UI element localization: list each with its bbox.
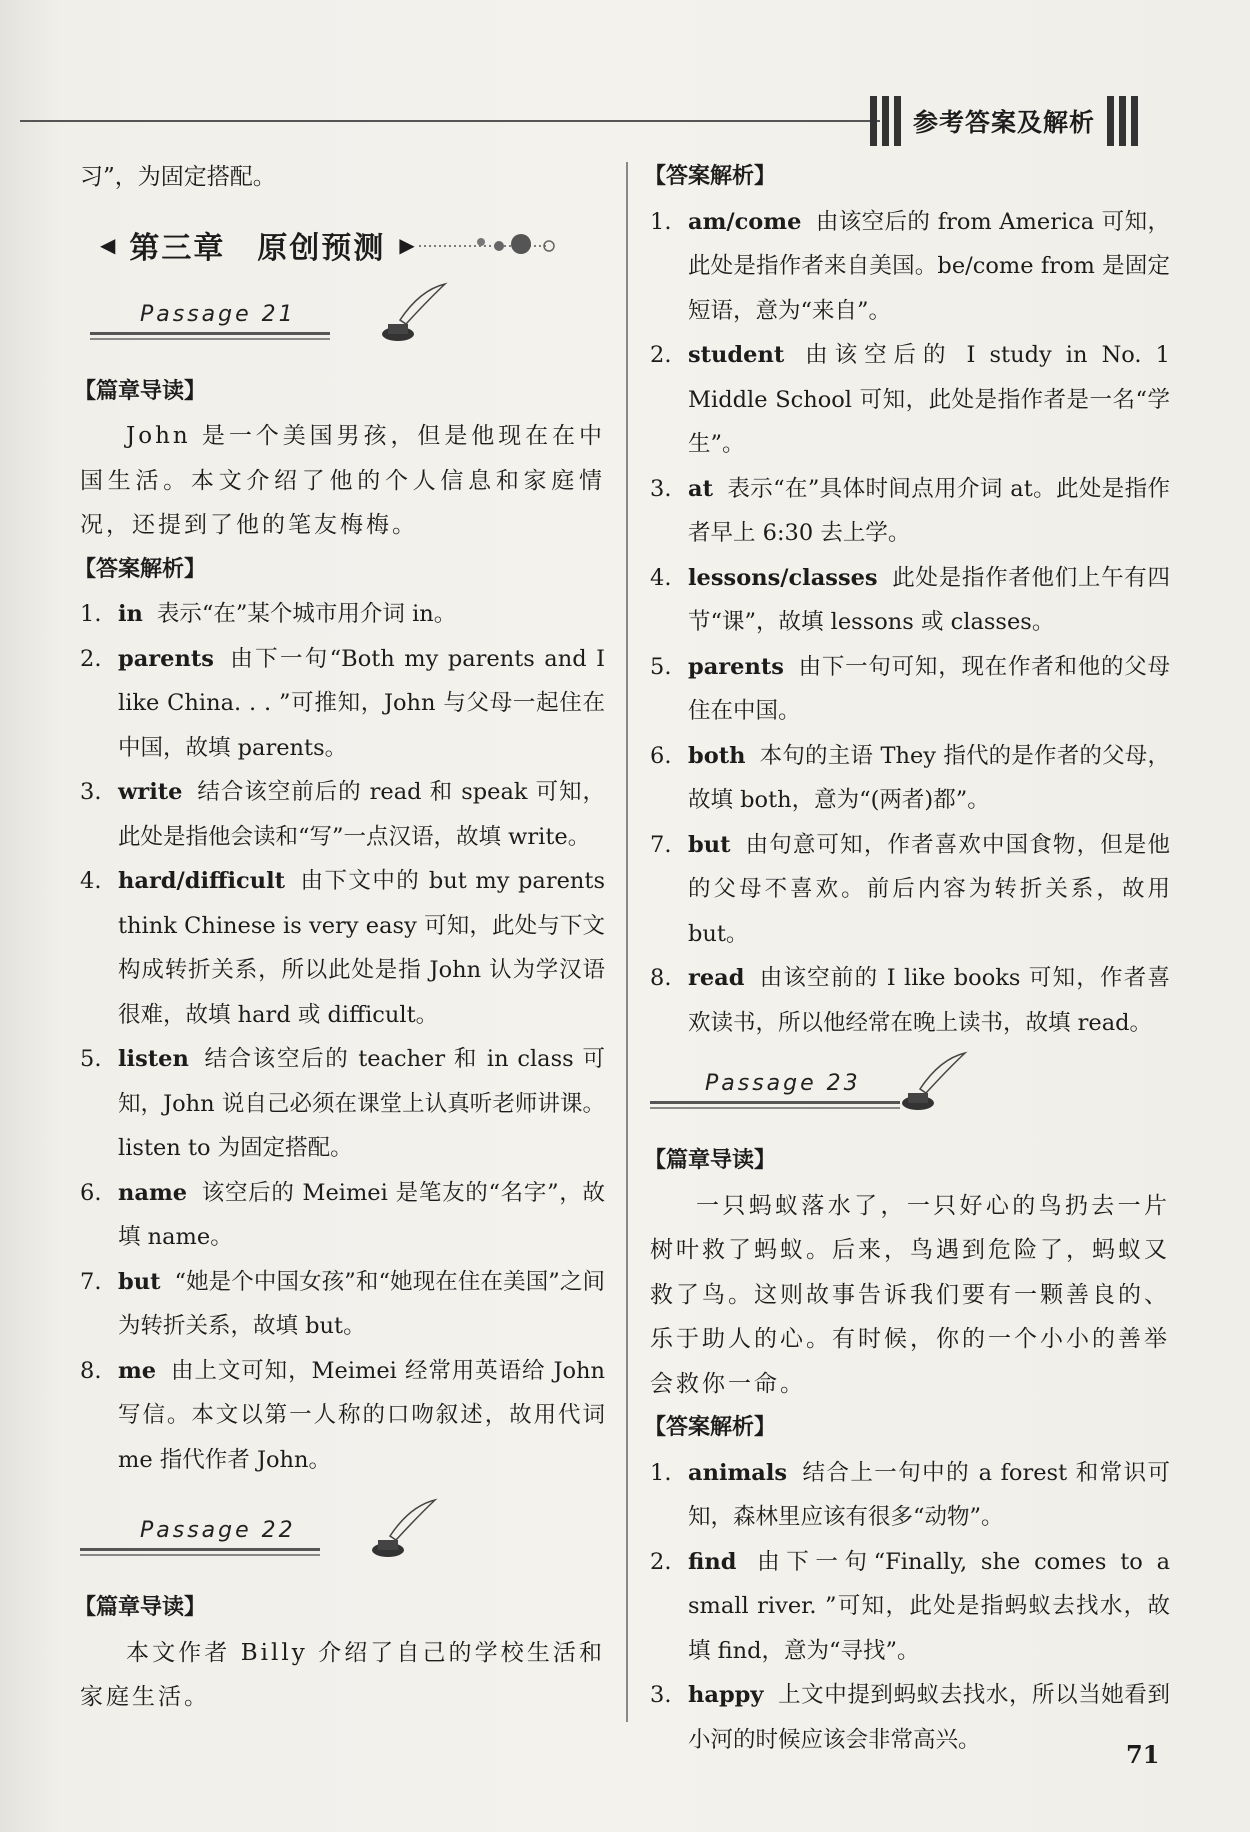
p23-answer-heading: 【答案解析】 bbox=[644, 1415, 777, 1440]
passage-23-banner bbox=[650, 1057, 1170, 1121]
list-item: 4. hard/difficult 由下文中的 but my parents think Chinese is very easy 可知，此处与下文构成转折关系，所以此处是指 John 认为学汉语很难，故填 hard 或 difficult。 bbox=[80, 868, 605, 1028]
list-item: 6. name 该空后的 Meimei 是笔友的“名字”，故填 name。 bbox=[80, 1179, 605, 1250]
p23-guide-heading: 【篇章导读】 bbox=[644, 1148, 777, 1173]
p23-answer-list bbox=[650, 1451, 1170, 1763]
triangle-right-icon: ▶ bbox=[399, 232, 415, 257]
p22-answer-heading: 【答案解析】 bbox=[644, 164, 777, 189]
page-number: 71 bbox=[1126, 1740, 1160, 1769]
list-item: 5. parents 由下一句可知，现在作者和他的父母住在中国。 bbox=[650, 653, 1170, 724]
inkwell-quill-icon bbox=[890, 1049, 970, 1119]
running-header bbox=[870, 92, 1170, 150]
passage-22-label: Passage 22 bbox=[140, 1518, 296, 1543]
list-item: 3. at 表示“在”具体时间点用介词 at。此处是指作者早上 6:30 去上学。 bbox=[650, 475, 1170, 546]
right-column bbox=[644, 155, 1170, 1762]
p21-guide-heading: 【篇章导读】 bbox=[74, 378, 207, 404]
header-rule bbox=[20, 120, 880, 122]
p22-guide-text: 本文作者 Billy 介绍了自己的学校生活和家庭生活。 bbox=[80, 1639, 605, 1710]
p22-answer-list bbox=[650, 200, 1170, 1046]
passage-22-banner bbox=[80, 1504, 605, 1568]
list-item: 7. but “她是个中国女孩”和“她现在住在美国”之间为转折关系，故填 but。 bbox=[80, 1268, 605, 1339]
header-title: 参考答案及解析 bbox=[913, 108, 1096, 137]
continuation-text: 习”，为固定搭配。 bbox=[80, 164, 276, 190]
header-bars-right bbox=[1107, 96, 1138, 146]
chapter-title: 第三章 原创预测 bbox=[129, 230, 386, 266]
list-item: 5. listen 结合该空后的 teacher 和 in class 可知，John 说自己必须在课堂上认真听老师讲课。listen to 为固定搭配。 bbox=[80, 1046, 605, 1161]
header-bars-left bbox=[870, 96, 901, 146]
passage-23-label: Passage 23 bbox=[705, 1071, 861, 1096]
list-item: 1. in 表示“在”某个城市用介词 in。 bbox=[80, 601, 457, 627]
passage-21-banner bbox=[80, 288, 605, 352]
chapter-heading bbox=[100, 210, 605, 280]
column-divider bbox=[626, 162, 628, 1722]
list-item: 2. parents 由下一句“Both my parents and I like China. . . ”可推知，John 与父母一起住在中国，故填 parents。 bbox=[80, 645, 605, 761]
list-item: 1. am/come 由该空后的 from America 可知，此处是指作者来自美国。be/come from 是固定短语，意为“来自”。 bbox=[650, 208, 1170, 324]
p22-guide-heading: 【篇章导读】 bbox=[74, 1595, 207, 1620]
list-item: 2. student 由该空后的 I study in No. 1 Middle School 可知，此处是指作者是一名“学生”。 bbox=[650, 342, 1170, 457]
triangle-left-icon: ◀ bbox=[100, 232, 116, 257]
inkwell-quill-icon bbox=[370, 280, 450, 350]
list-item: 7. but 由句意可知，作者喜欢中国食物，但是他的父母不喜欢。前后内容为转折关系，故用 but。 bbox=[650, 831, 1170, 947]
passage-21-label: Passage 21 bbox=[140, 301, 296, 327]
list-item: 8. read 由该空前的 I like books 可知，作者喜欢读书，所以他经常在晚上读书，故填 read。 bbox=[650, 965, 1170, 1036]
list-item: 4. lessons/classes 此处是指作者他们上午有四节“课”，故填 lessons 或 classes。 bbox=[650, 564, 1170, 635]
list-item: 2. find 由下一句“Finally, she comes to a small river. ”可知，此处是指蚂蚁去找水，故填 find，意为“寻找”。 bbox=[650, 1548, 1170, 1664]
p21-answer-heading: 【答案解析】 bbox=[74, 556, 207, 582]
list-item: 3. write 结合该空前后的 read 和 speak 可知，此处是指他会读和“写”一点汉语，故填 write。 bbox=[80, 779, 605, 850]
list-item: 8. me 由上文可知，Meimei 经常用英语给 John 写信。本文以第一人称的口吻叙述，故用代词 me 指代作者 John。 bbox=[80, 1357, 605, 1473]
p23-guide-text: 一只蚂蚁落水了，一只好心的鸟扔去一片树叶救了蚂蚁。后来，鸟遇到危险了，蚂蚁又救了鸟。这则故事告诉我们要有一颗善良的、乐于助人的心。有时候，你的一个小小的善举会救你一命。 bbox=[650, 1192, 1170, 1397]
list-item: 3. happy 上文中提到蚂蚁去找水，所以当她看到小河的时候应该会非常高兴。 bbox=[650, 1682, 1170, 1753]
list-item: 6. both 本句的主语 They 指代的是作者的父母，故填 both，意为“(两者)都”。 bbox=[650, 742, 1170, 813]
list-item: 1. animals 结合上一句中的 a forest 和常识可知，森林里应该有很多“动物”。 bbox=[650, 1459, 1170, 1530]
dotted-line-icon bbox=[419, 232, 559, 258]
p21-answer-list bbox=[80, 592, 605, 1482]
left-column bbox=[74, 155, 605, 1720]
inkwell-quill-icon bbox=[360, 1496, 440, 1566]
p21-guide-text: John 是一个美国男孩，但是他现在在中国生活。本文介绍了他的个人信息和家庭情况，还提到了他的笔友梅梅。 bbox=[80, 423, 605, 538]
